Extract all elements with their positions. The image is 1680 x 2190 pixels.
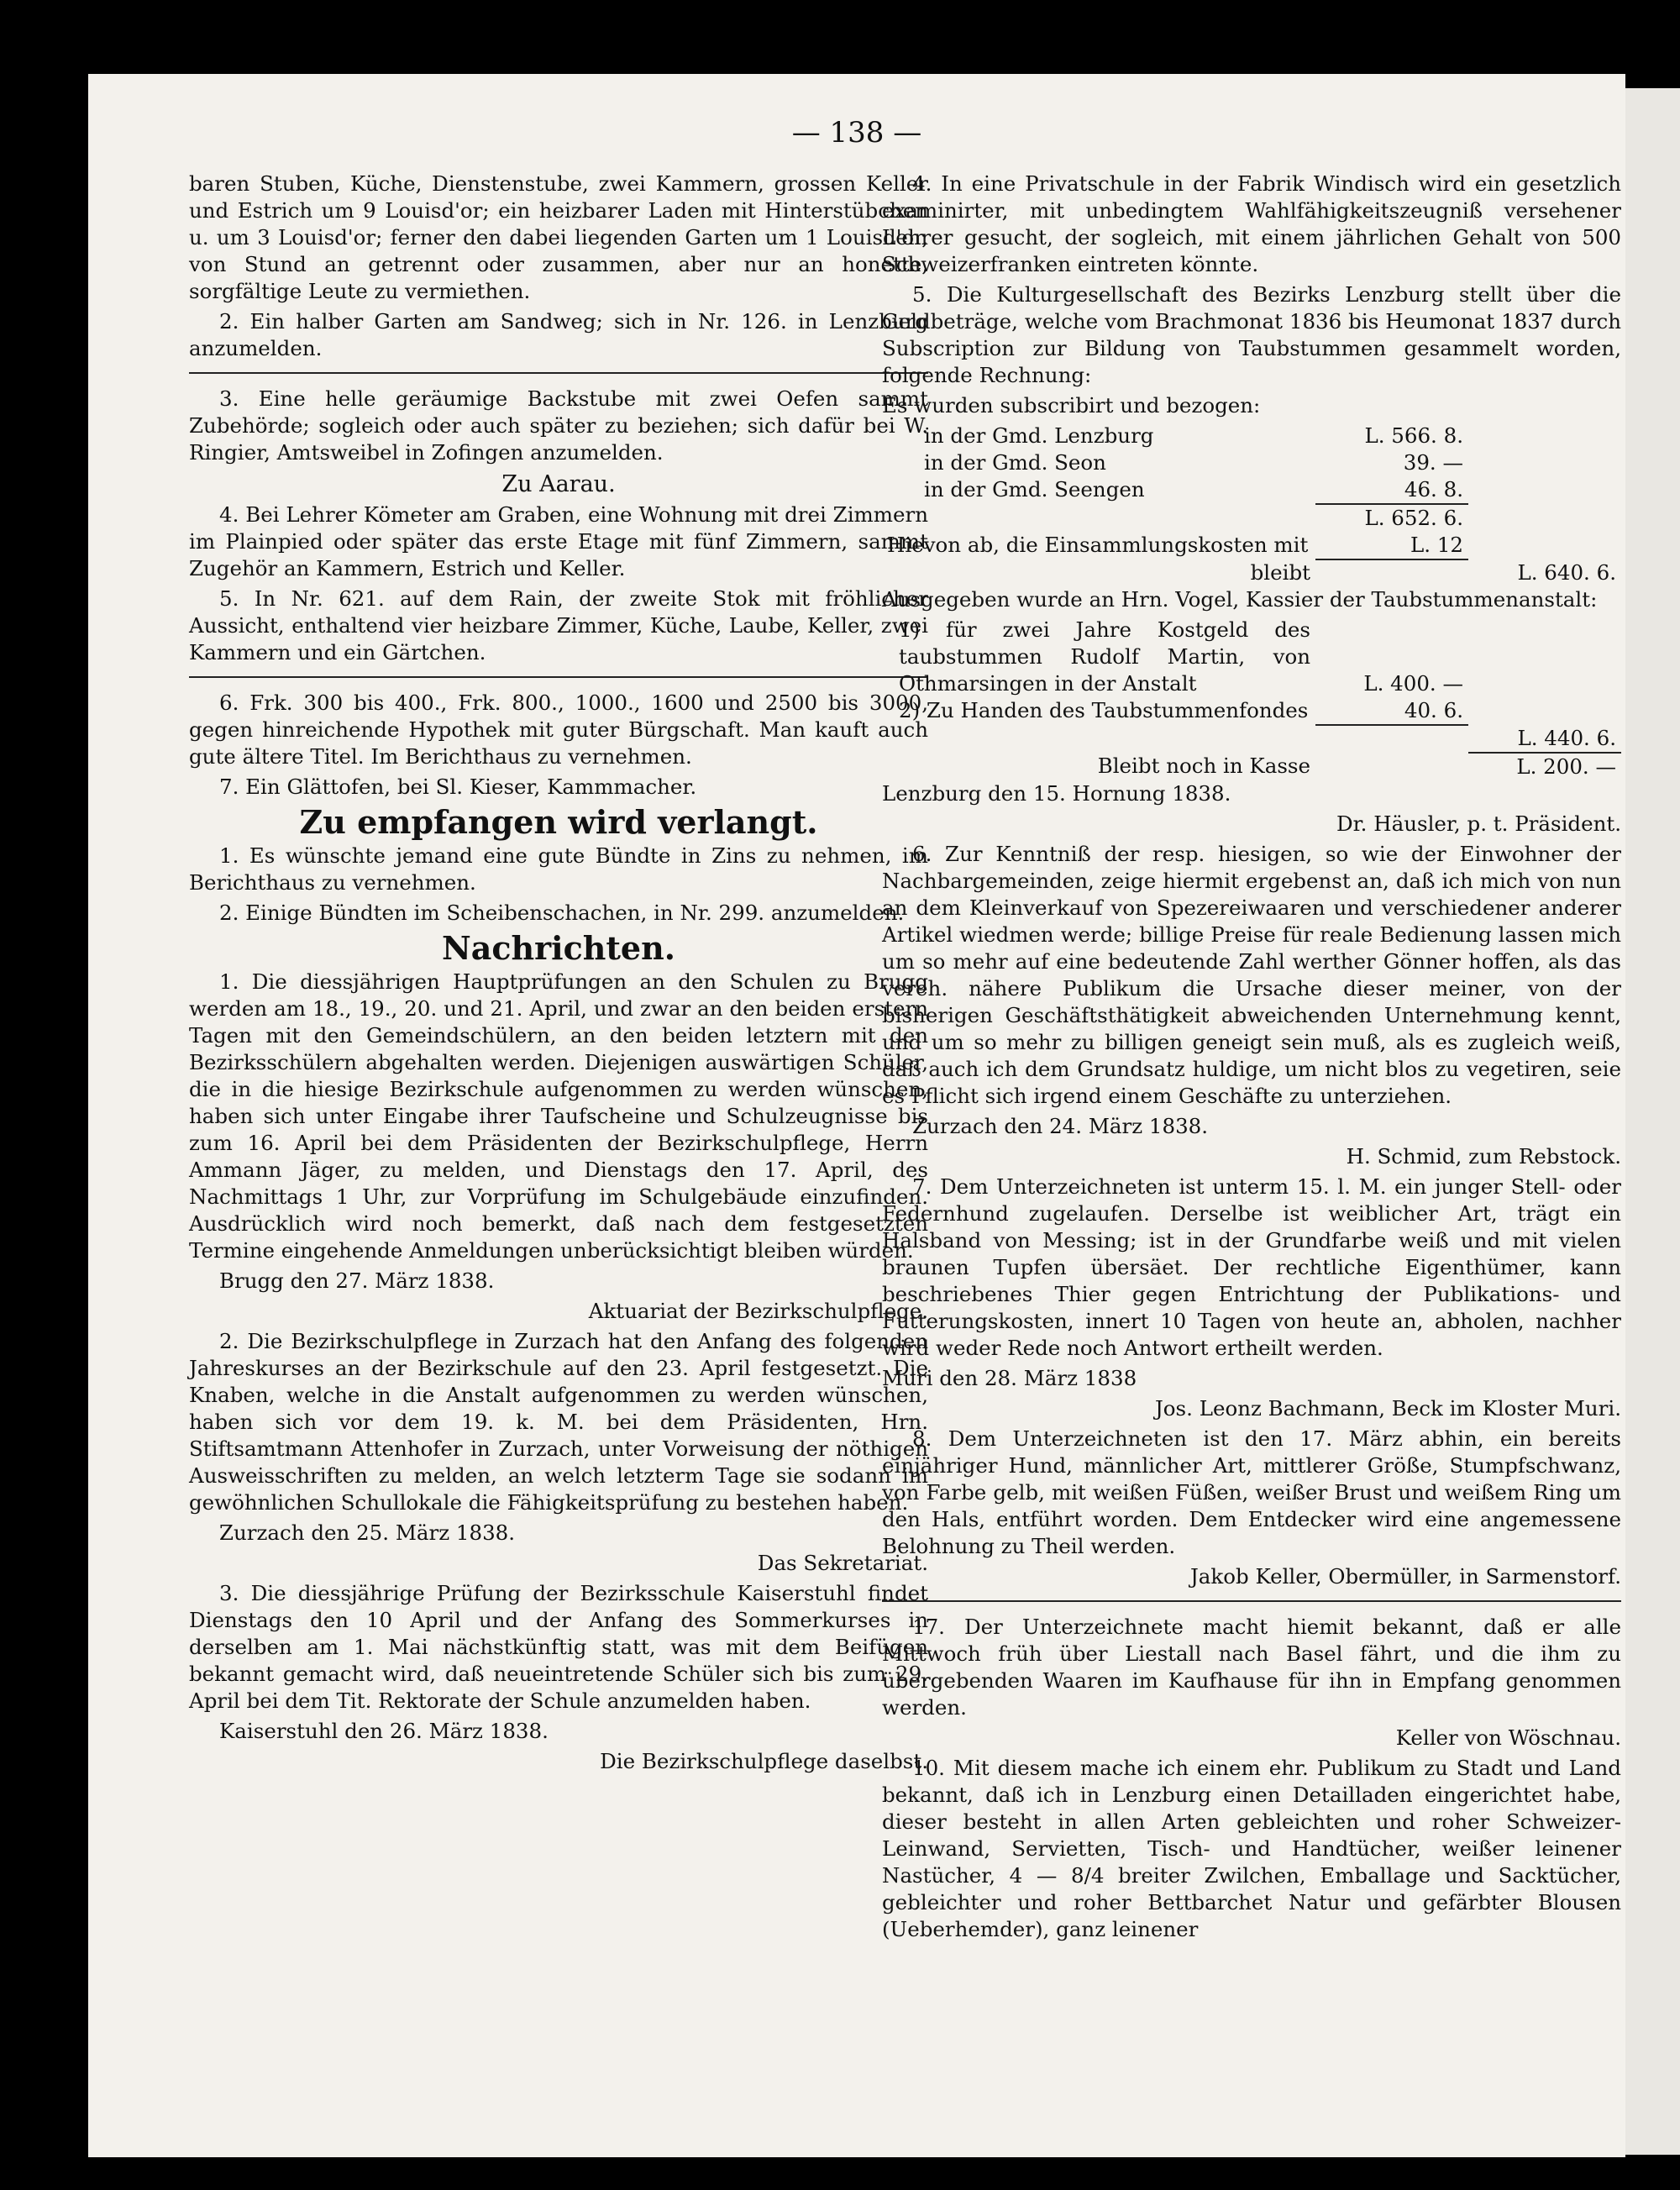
table-row: in der Gmd. Seengen 46. 8. [882, 476, 1621, 504]
newspaper-page [88, 74, 1625, 2157]
table-row: Bleibt noch in Kasse L. 200. — [1097, 754, 1616, 779]
notice-r8: 8. Dem Unterzeichneten ist den 17. März abhin, ein bereits einjähriger Hund, männlicher Art, mittlerer Größe, Stumpfschwanz, von Farbe gelb, mit weißen Füßen, weißer Brust und weißem Ring um den Hals, entführt worden. Dem Entdecker wird eine angemessene Belohnung zu Theil werden. [882, 1426, 1621, 1558]
notice-r10: 10. Mit diesem mache ich einem ehr. Publikum zu Stadt und Land bekannt, daß ich in Lenzburg einen Detailladen eingerichtet habe, dieser besteht in allen Arten gebleichten und roher Schweizer-Leinwand, Servietten, Tisch- und Handtücher, weißer leinener Nastücher, 4 — 8/4 breiter Zwilchen, Emballage und Sacktücher, gebleichter und roher Bettbarchet Natur und gefärbter Blousen (Ueberhemder), ganz leinener [882, 1756, 1621, 1941]
notice-r4: 4. In eine Privatschule in der Fabrik Windisch wird ein gesetzlich examinirter, mit unbedingtem Wahlfähigkeitszeugniß versehener Lehrer gesucht, der sogleich, mit einem jährlichen Gehalt von 500 Schweizerfranken eintreten könnte. [882, 171, 1621, 276]
news-2-signature: Das Sekretariat. [757, 1551, 928, 1575]
table-row: L. 440. 6. [882, 725, 1621, 753]
notice-r6: 6. Zur Kenntniß der resp. hiesigen, so wie der Einwohner der Nachbargemeinden, zeige hiermit ergebenst an, daß ich mich von nun an dem Kleinverkauf von Spezereiwaaren und verschiedener anderer Artikel wiedmen werde; billige Preise für reale Bedienung lassen mich um so mehr auf eine bedeutende Zahl werther Gönner hoffen, als das vereh. nähere Publikum die Ursache dieser meiner, von der bisherigen Geschäftsthätigkeit abweichenden Unternehmung kennt, und um so mehr zu billigen geneigt sein muß, als es zugleich weiß, daß auch ich dem Grundsatz huldige, um nicht blos zu vegetiren, seie es Pflicht sich irgend einem Geschäfte zu unterziehen. [882, 842, 1621, 1108]
table-row: in der Gmd. Seon 39. — [924, 450, 1463, 475]
table-row: bleibt L. 640. 6. [1250, 560, 1616, 585]
left-column [189, 171, 928, 1778]
divider [189, 676, 928, 678]
notice-r5-signature: Dr. Häusler, p. t. Präsident. [1336, 811, 1621, 836]
heading-empfangen: Zu empfangen wird verlangt. [299, 803, 818, 841]
expense-table [882, 617, 1621, 780]
table-row: L. 652. 6. [1364, 506, 1463, 530]
news-2-date: Zurzach den 25. März 1838. [219, 1520, 516, 1545]
accounting-subtitle: Es wurden subscribirt und bezogen: [882, 393, 1261, 418]
divider [882, 1600, 1621, 1602]
notice-r7: 7. Dem Unterzeichneten ist unterm 15. l. M. ein junger Stell- oder Federnhund zugelaufen. Derselbe ist weiblicher Art, trägt ein Halsband von Messing; ist in der Grundfarbe weiß und mit vielen braunen Tupfen übersäet. Der rechtliche Eigenthümer, kann beschriebenes Thier gegen Entrichtung der Publikations- und Futterungskosten, innert 10 Tagen von heute an, abholen, nachher wird weder Rede noch Antwort ertheilt werden. [882, 1174, 1621, 1360]
notice-r17-signature: Keller von Wöschnau. [1395, 1725, 1621, 1750]
accounting-table [882, 423, 1621, 586]
news-3-signature: Die Bezirkschulpflege daselbst. [600, 1749, 928, 1773]
news-1: 1. Die diessjährigen Hauptprüfungen an den Schulen zu Brugg werden am 18., 19., 20. und 21. April, und zwar an den beiden erstern Tagen mit den Gemeindschülern, an den beiden letztern mit den Bezirksschülern abgehalten werden. Diejenigen auswärtigen Schüler, die in die hiesige Bezirkschule aufgenommen zu werden wünschen, haben sich unter Eingabe ihrer Taufscheine und Schulzeugnisse bis zum 16. April bei dem Präsidenten der Bezirkschulpflege, Herrn Ammann Jäger, zu melden, und Dienstags den 17. April, des Nachmittags 1 Uhr, zur Vorprüfung im Schulgebäude einzufinden. Ausdrücklich wird noch bemerkt, daß nach dem festgesetzten Termine eingehende Anmeldungen unberücksichtigt bleiben würden. [189, 969, 928, 1263]
notice-r8-signature: Jakob Keller, Obermüller, in Sarmenstorf. [1189, 1564, 1621, 1589]
notice-7: 7. Ein Glättofen, bei Sl. Kieser, Kammmacher. [219, 775, 697, 799]
notice-r7-date: Muri den 28. März 1838 [882, 1366, 1137, 1390]
ausgegeben: Ausgegeben wurde an Hrn. Vogel, Kassier der Taubstummenanstalt: [882, 587, 1598, 612]
heading-nachrichten: Nachrichten. [442, 929, 675, 967]
notice-6: 6. Frk. 300 bis 400., Frk. 800., 1000., 1600 und 2500 bis 3000, gegen hinreichende Hypothek mit guter Bürgschaft. Man kauft auch gute ältere Titel. Im Berichthaus zu vernehmen. [189, 691, 928, 769]
right-column [882, 171, 1621, 1946]
news-1-signature: Aktuariat der Bezirkschulpflege. [588, 1299, 928, 1323]
notice-r5: 5. Die Kulturgesellschaft des Bezirks Lenzburg stellt über die Geldbeträge, welche vom Brachmonat 1836 bis Heumonat 1837 durch Subscription zur Bildung von Taubstummen gesammelt worden, folgende Rechnung: [882, 282, 1621, 387]
notice-r5-date: Lenzburg den 15. Hornung 1838. [882, 781, 1231, 806]
request-2: 2. Einige Bündten im Scheibenschachen, in Nr. 299. anzumelden. [219, 901, 905, 925]
notice-r6-signature: H. Schmid, zum Rebstock. [1346, 1144, 1621, 1169]
page-number: — 138 — [791, 116, 922, 150]
news-3: 3. Die diessjährige Prüfung der Bezirksschule Kaiserstuhl findet Dienstags den 10 April und der Anfang des Sommerkurses in derselben am 1. Mai nächstkünftig statt, was mit dem Beifügen bekannt gemacht wird, daß neueintretende Schüler sich bis zum 29. April bei dem Tit. Rektorate der Schule anzumelden haben. [189, 1581, 928, 1713]
table-row: 1) für zwei Jahre Kostgeld des taubstummen Rudolf Martin, von Othmarsingen in der Anstalt L. 400. — [899, 617, 1463, 696]
table-row: 2) Zu Handen des Taubstummenfondes 40. 6. [882, 697, 1621, 725]
request-1: 1. Es wünschte jemand eine gute Bündte in Zins zu nehmen, im Berichthaus zu vernehmen. [189, 843, 928, 895]
notice-3: 3. Eine helle geräumige Backstube mit zwei Oefen sammt Zubehörde; sogleich oder auch später zu beziehen; sich dafür bei W. Ringier, Amtsweibel in Zofingen anzumelden. [189, 386, 928, 465]
news-2: 2. Die Bezirkschulpflege in Zurzach hat den Anfang des folgenden Jahreskurses an der Bezirkschule auf den 23. April festgesetzt. Die Knaben, welche in die Anstalt aufgenommen zu werden wünschen, haben sich vor dem 19. k. M. bei dem Präsidenten, Hrn. Stiftsamtmann Attenhofer in Zurzach, unter Vorweisung der nöthigen Ausweisschriften zu melden, an welch letzterm Tage sie sodann im gewöhnlichen Schullokale die Fähigkeitsprüfung zu bestehen haben. [189, 1329, 928, 1515]
notice-continued: baren Stuben, Küche, Dienstenstube, zwei Kammern, grossen Keller und Estrich um 9 Louisd'or; ein heizbarer Laden mit Hinterstübchen u. um 3 Louisd'or; ferner den dabei liegenden Garten um 1 Louisd'or, von Stund an getrennt oder zusammen, aber nur an honette, sorgfältige Leute zu vermiethen. [189, 171, 928, 303]
table-row: Hievon ab, die Einsammlungskosten mit L. 12 [882, 532, 1621, 559]
news-1-date: Brugg den 27. März 1838. [219, 1268, 495, 1293]
notice-4: 4. Bei Lehrer Kömeter am Graben, eine Wohnung mit drei Zimmern im Plainpied oder später das erste Etage mit fünf Zimmern, sammt Zugehör an Kammern, Estrich und Keller. [189, 502, 928, 580]
notice-r17: 17. Der Unterzeichnete macht hiemit bekannt, daß er alle Mittwoch früh über Liestall nach Basel fährt, und die ihm zu übergebenden Waaren im Kaufhause für ihn in Empfang genommen werden. [882, 1615, 1621, 1720]
notice-2: 2. Ein halber Garten am Sandweg; sich in Nr. 126. in Lenzburg anzumelden. [189, 309, 928, 360]
notice-5: 5. In Nr. 621. auf dem Rain, der zweite Stok mit fröhlicher Aussicht, enthaltend vier heizbare Zimmer, Küche, Laube, Keller, zwei Kammern und ein Gärtchen. [189, 586, 928, 664]
section-aarau: Zu Aarau. [501, 471, 616, 497]
news-3-date: Kaiserstuhl den 26. März 1838. [219, 1719, 549, 1743]
notice-r7-signature: Jos. Leonz Bachmann, Beck im Kloster Muri. [1154, 1396, 1621, 1421]
divider [189, 372, 928, 374]
notice-r6-date: Zurzach den 24. März 1838. [912, 1114, 1209, 1138]
table-row: in der Gmd. Lenzburg L. 566. 8. [924, 423, 1463, 448]
